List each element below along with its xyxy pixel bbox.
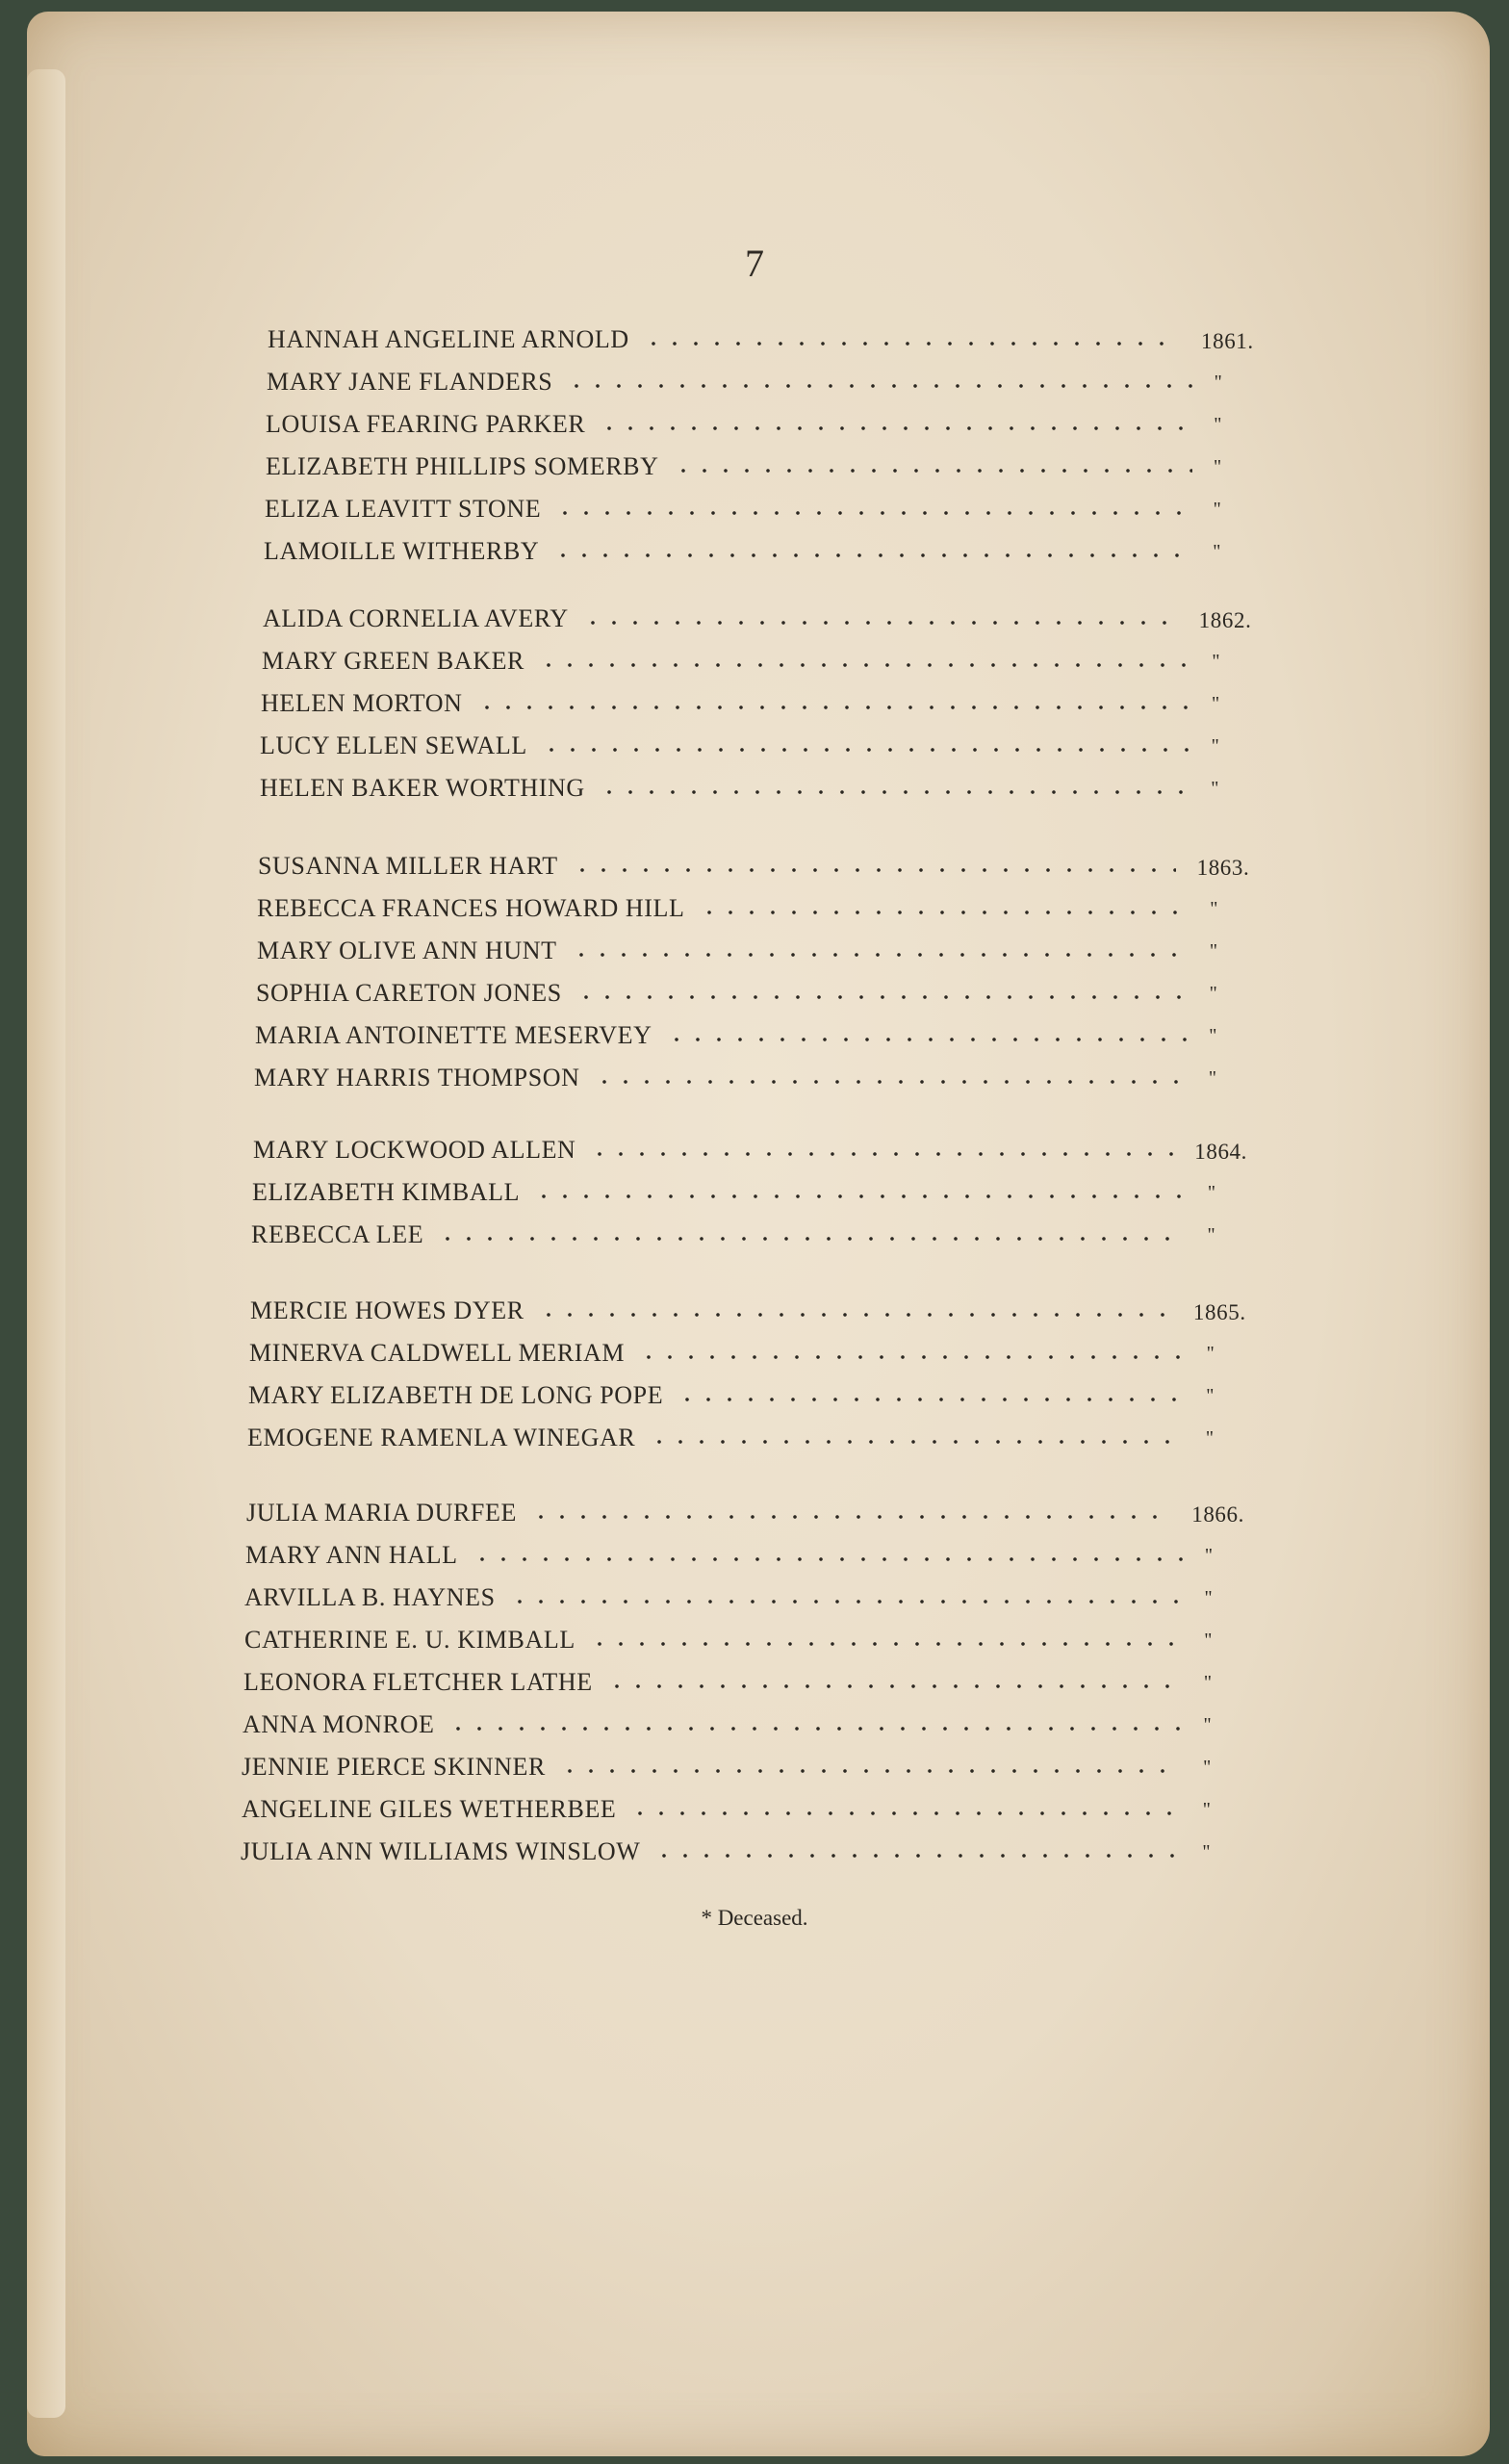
entry-name: MARIA ANTOINETTE MESERVEY — [255, 1021, 652, 1049]
dot-leader — [643, 341, 1180, 346]
entry-name: ELIZA LEAVITT STONE — [265, 495, 542, 523]
dot-leader — [589, 1151, 1173, 1157]
dot-leader — [554, 510, 1192, 516]
entry-name: REBECCA LEE — [251, 1220, 424, 1248]
entry-name: JENNIE PIERCE SKINNER — [242, 1753, 546, 1781]
class-year: 1863. — [1196, 856, 1250, 880]
ditto-mark: " — [1204, 1545, 1214, 1566]
list-item — [0, 937, 1509, 971]
entry-name: ALIDA CORNELIA AVERY — [263, 604, 569, 632]
ditto-mark: " — [1210, 898, 1219, 919]
dot-leader — [533, 1194, 1187, 1199]
ditto-mark: " — [1209, 1025, 1217, 1046]
dot-leader — [699, 910, 1189, 915]
dot-leader — [559, 1768, 1182, 1774]
ditto-mark: " — [1207, 1224, 1216, 1245]
dot-leader — [599, 789, 1189, 795]
dot-leader — [448, 1726, 1182, 1732]
ditto-mark: " — [1214, 372, 1223, 393]
ditto-mark: " — [1206, 1343, 1215, 1364]
dot-leader — [638, 1354, 1186, 1360]
list-item — [0, 1837, 1509, 1872]
page-number: 7 — [745, 242, 764, 285]
entry-name: MARY ELIZABETH DE LONG POPE — [248, 1381, 664, 1409]
list-item — [0, 852, 1509, 886]
ditto-mark: " — [1213, 456, 1222, 477]
entry-name: LOUISA FEARING PARKER — [266, 410, 586, 438]
list-item — [0, 495, 1509, 529]
dot-leader — [582, 620, 1178, 626]
list-item — [0, 1296, 1509, 1331]
entry-name: ELIZABETH PHILLIPS SOMERBY — [266, 452, 659, 480]
list-item — [0, 537, 1509, 572]
list-item — [0, 1795, 1509, 1830]
list-item — [0, 452, 1509, 487]
dot-leader — [472, 1556, 1184, 1562]
list-item — [0, 1668, 1509, 1703]
class-year: 1866. — [1191, 1502, 1244, 1527]
class-year: 1862. — [1198, 608, 1252, 632]
ditto-mark: " — [1202, 1841, 1212, 1862]
ditto-mark: " — [1213, 499, 1222, 520]
ditto-mark: " — [1208, 1067, 1217, 1089]
list-item — [0, 1064, 1509, 1098]
dot-leader — [677, 1397, 1185, 1402]
entry-name: MARY ANN HALL — [245, 1541, 458, 1569]
ditto-mark: " — [1209, 940, 1218, 962]
entry-name: MARY GREEN BAKER — [262, 647, 524, 675]
list-item — [0, 1136, 1509, 1170]
entry-name: CATHERINE E. U. KIMBALL — [244, 1626, 575, 1654]
entry-name: MARY HARRIS THOMPSON — [254, 1064, 580, 1091]
entry-name: SOPHIA CARETON JONES — [256, 979, 562, 1007]
list-item — [0, 774, 1509, 808]
entry-name: JULIA ANN WILLIAMS WINSLOW — [241, 1837, 641, 1865]
ditto-mark: " — [1211, 778, 1220, 799]
entry-name: EMOGENE RAMENLA WINEGAR — [247, 1424, 636, 1451]
list-item — [0, 1583, 1509, 1618]
dot-leader — [538, 1312, 1172, 1318]
dot-leader — [566, 383, 1193, 389]
ditto-mark: " — [1207, 1182, 1216, 1203]
class-year: 1864. — [1194, 1140, 1247, 1164]
entry-name: MARY OLIVE ANN HUNT — [257, 937, 557, 964]
list-item — [0, 1339, 1509, 1373]
dot-leader — [599, 425, 1192, 431]
list-item — [0, 1220, 1509, 1255]
list-item — [0, 894, 1509, 929]
list-item — [0, 1710, 1509, 1745]
ditto-mark: " — [1214, 414, 1223, 435]
ditto-mark: " — [1204, 1630, 1213, 1651]
dot-leader — [594, 1079, 1188, 1085]
dot-leader — [572, 867, 1176, 873]
entry-name: MERCIE HOWES DYER — [250, 1296, 524, 1324]
list-item — [0, 1626, 1509, 1660]
list-item — [0, 325, 1509, 360]
entry-name: ELIZABETH KIMBALL — [252, 1178, 521, 1206]
entry-name: LUCY ELLEN SEWALL — [260, 732, 527, 759]
ditto-mark: " — [1202, 1799, 1212, 1820]
ditto-mark: " — [1212, 651, 1221, 672]
entry-name: LEONORA FLETCHER LATHE — [243, 1668, 593, 1696]
entry-name: HELEN MORTON — [261, 689, 463, 717]
dot-leader — [653, 1853, 1181, 1859]
ditto-mark: " — [1203, 1757, 1212, 1778]
dot-leader — [673, 468, 1192, 474]
entry-name: MARY LOCKWOOD ALLEN — [253, 1136, 576, 1164]
ditto-mark: " — [1211, 735, 1220, 757]
list-item — [0, 647, 1509, 681]
dot-leader — [571, 952, 1189, 958]
footnote: * Deceased. — [701, 1906, 808, 1930]
list-item — [0, 732, 1509, 766]
entry-name: REBECCA FRANCES HOWARD HILL — [257, 894, 685, 922]
entry-name: LAMOILLE WITHERBY — [264, 537, 540, 565]
ditto-mark: " — [1205, 1427, 1215, 1449]
dot-leader — [666, 1037, 1188, 1042]
entry-name: SUSANNA MILLER HART — [258, 852, 558, 880]
ditto-mark: " — [1203, 1714, 1213, 1735]
list-item — [0, 1178, 1509, 1213]
ditto-mark: " — [1204, 1587, 1214, 1608]
ditto-mark: " — [1203, 1672, 1213, 1693]
list-item — [0, 689, 1509, 724]
dot-leader — [552, 552, 1191, 558]
list-item — [0, 368, 1509, 402]
dot-leader — [538, 662, 1190, 668]
dot-leader — [629, 1810, 1182, 1816]
dot-leader — [575, 994, 1189, 1000]
ditto-mark: " — [1206, 1385, 1215, 1406]
list-item — [0, 1424, 1509, 1458]
list-item — [0, 1381, 1509, 1416]
list-item — [0, 604, 1509, 639]
entry-name: MARY JANE FLANDERS — [267, 368, 553, 396]
dot-leader — [530, 1514, 1170, 1520]
dot-leader — [649, 1439, 1185, 1445]
list-item — [0, 1753, 1509, 1787]
dot-leader — [509, 1599, 1184, 1604]
dot-leader — [476, 705, 1190, 710]
entry-name: ARVILLA B. HAYNES — [244, 1583, 496, 1611]
ditto-mark: " — [1209, 983, 1218, 1004]
class-year: 1865. — [1192, 1300, 1246, 1324]
entry-name: ANNA MONROE — [243, 1710, 435, 1738]
ditto-mark: " — [1211, 693, 1220, 714]
entry-name: HANNAH ANGELINE ARNOLD — [268, 325, 629, 353]
dot-leader — [437, 1236, 1187, 1242]
list-item — [0, 1499, 1509, 1533]
entry-name: ANGELINE GILES WETHERBEE — [242, 1795, 617, 1823]
list-item — [0, 1541, 1509, 1576]
entry-name: MINERVA CALDWELL MERIAM — [249, 1339, 626, 1367]
list-item — [0, 1021, 1509, 1056]
class-year: 1861. — [1201, 329, 1254, 353]
entry-name: JULIA MARIA DURFEE — [246, 1499, 517, 1527]
list-item — [0, 979, 1509, 1014]
ditto-mark: " — [1213, 541, 1221, 562]
dot-leader — [589, 1641, 1183, 1647]
entry-name: HELEN BAKER WORTHING — [260, 774, 585, 802]
list-item — [0, 410, 1509, 445]
dot-leader — [606, 1683, 1183, 1689]
dot-leader — [541, 747, 1190, 753]
